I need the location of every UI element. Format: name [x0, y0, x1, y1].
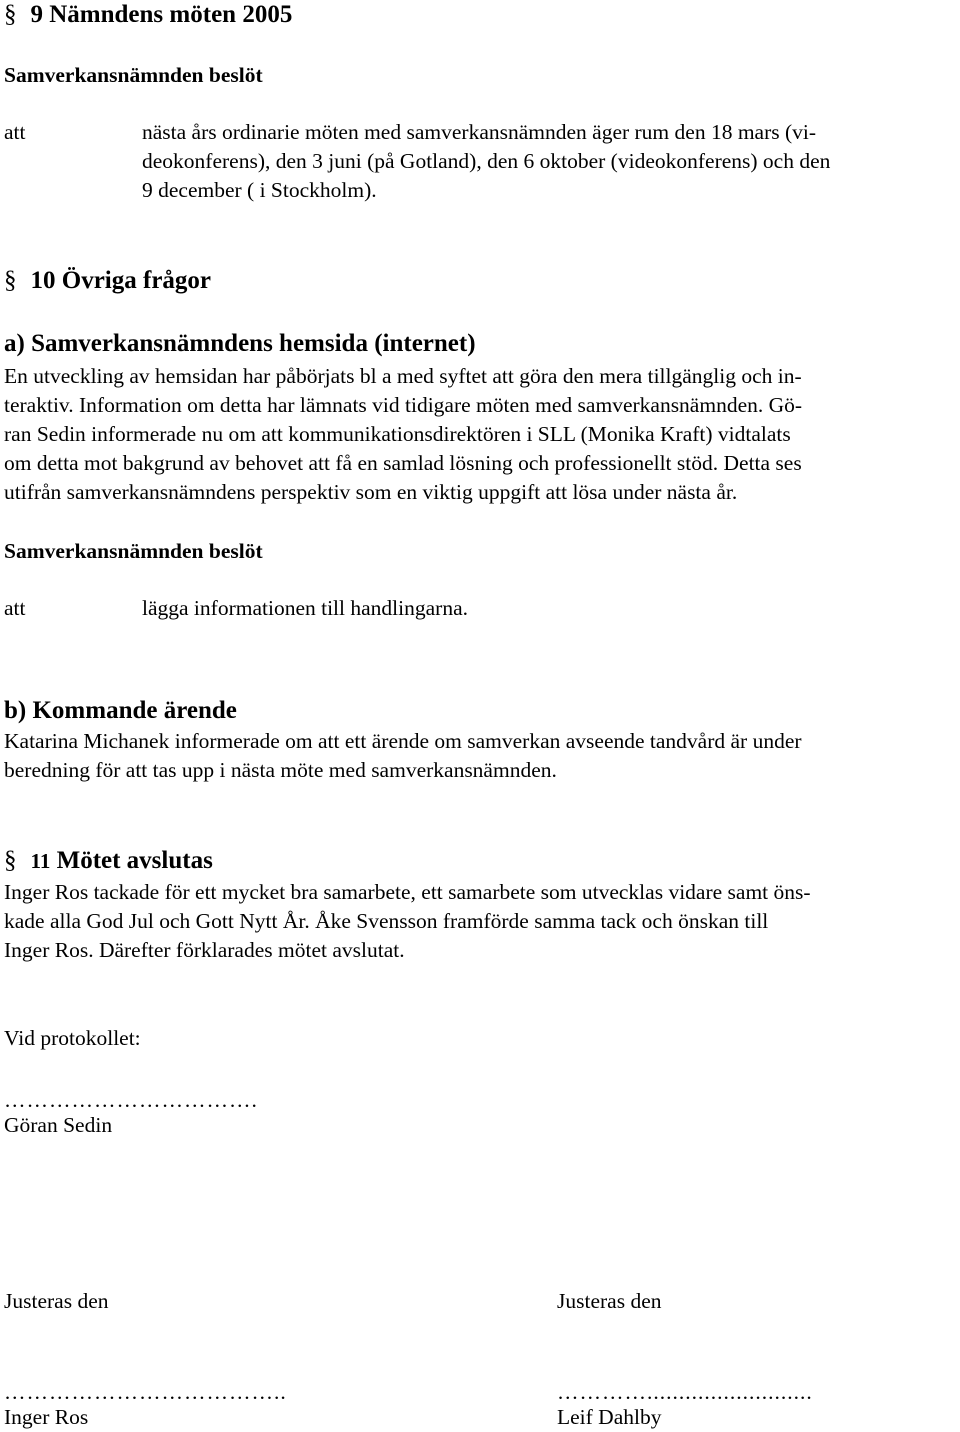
protocol-signer-name: Göran Sedin — [4, 1113, 113, 1137]
section-10-decision-label: Samverkansnämnden beslöt — [4, 539, 263, 563]
section-10b-heading: b) Kommande ärende — [4, 697, 237, 724]
section-9-title: 9 Nämndens möten 2005 — [30, 1, 293, 28]
section-10-att-label: att — [4, 596, 26, 620]
section-11-heading — [4, 846, 213, 876]
left-adjust-label: Justeras den — [4, 1289, 109, 1313]
section-10a-line-5: utifrån samverkansnämndens perspektiv som en viktig uppgift att lösa under nästa år. — [4, 480, 738, 504]
section-11-title: Mötet avslutas — [56, 847, 213, 874]
protocol-signature-line: ……………………………. — [4, 1088, 258, 1112]
section-10-title: 10 Övriga frågor — [30, 267, 212, 294]
section-10-decision-text: lägga informationen till handlingarna. — [142, 596, 468, 620]
section-10a-line-2: teraktiv. Information om detta har lämnats vid tidigare möten med samverkansnämnden. Gö- — [4, 393, 803, 417]
section-11-line-2: kade alla God Jul och Gott Nytt År. Åke Svensson framförde samma tack och önskan till — [4, 909, 769, 933]
section-sign: § — [4, 847, 17, 874]
section-11-line-1: Inger Ros tackade för ett mycket bra samarbete, ett samarbete som utvecklas vidare samt öns- — [4, 880, 811, 904]
left-signer-name: Inger Ros — [4, 1405, 89, 1429]
section-9-att-label: att — [4, 120, 26, 144]
section-10b-line-1: Katarina Michanek informerade om att ett ärende om samverkan avseende tandvård är under — [4, 729, 802, 753]
right-signature-line: ………….......................... — [557, 1380, 813, 1404]
section-9-decision-line-3: 9 december ( i Stockholm). — [142, 178, 377, 202]
section-10b-line-2: beredning för att tas upp i nästa möte med samverkansnämnden. — [4, 758, 557, 782]
section-9-decision-line-1: nästa års ordinarie möten med samverkansnämnden äger rum den 18 mars (vi- — [142, 120, 817, 144]
section-10a-line-4: om detta mot bakgrund av behovet att få en samlad lösning och professionellt stöd. Detta ses — [4, 451, 802, 475]
section-10a-line-3: ran Sedin informerade nu om att kommunikationsdirektören i SLL (Monika Kraft) vidtalats — [4, 422, 791, 446]
section-9-decision-line-2: deokonferens), den 3 juni (på Gotland), den 6 oktober (videokonferens) och den — [142, 149, 831, 173]
right-adjust-label: Justeras den — [557, 1289, 662, 1313]
section-10a-heading: a) Samverkansnämndens hemsida (internet) — [4, 330, 476, 357]
section-9-decision-label: Samverkansnämnden beslöt — [4, 63, 263, 87]
left-signature-line: ……………………………….. — [4, 1380, 287, 1404]
protocol-label: Vid protokollet: — [4, 1026, 141, 1050]
section-11-line-3: Inger Ros. Därefter förklarades mötet avslutat. — [4, 938, 405, 962]
section-10a-line-1: En utveckling av hemsidan har påbörjats bl a med syftet att göra den mera tillgänglig och in- — [4, 364, 802, 388]
section-sign: § — [4, 267, 17, 294]
section-9-heading — [4, 0, 292, 30]
section-11-number: 11 — [30, 849, 51, 873]
right-signer-name: Leif Dahlby — [557, 1405, 662, 1429]
section-10-heading — [4, 266, 211, 296]
section-sign: § — [4, 1, 17, 28]
